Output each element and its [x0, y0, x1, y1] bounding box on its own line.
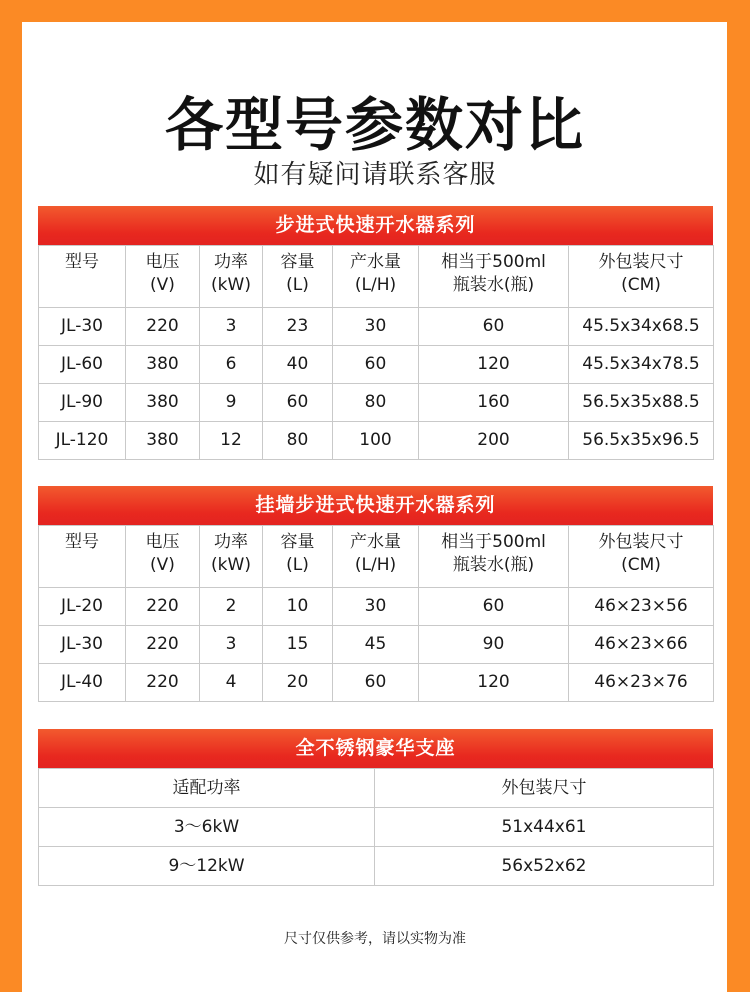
table-row	[39, 422, 714, 460]
table-cell	[200, 422, 263, 460]
cell-text: 46×23×66	[594, 634, 688, 654]
cell-text: 功率	[214, 532, 248, 552]
table-cell	[263, 384, 333, 422]
table-cell	[569, 526, 714, 588]
cell-text: 45.5x34x68.5	[582, 316, 700, 336]
cell-text: 40	[286, 354, 309, 374]
cell-text: 瓶装水(瓶)	[452, 555, 535, 575]
table-cell	[200, 308, 263, 346]
page-title: 各型号参数对比	[164, 91, 585, 159]
cell-text: 容量	[280, 252, 315, 272]
cell-text: 380	[146, 430, 179, 450]
footnote: 尺寸仅供参考，请以实物为准	[284, 931, 466, 947]
cell-text: 9～12kW	[168, 855, 245, 876]
cell-text: 3～6kW	[173, 816, 240, 837]
cell-text: 3	[225, 316, 237, 336]
cell-text: 容量	[280, 532, 315, 552]
table-cell	[569, 346, 714, 384]
table-cell	[419, 422, 569, 460]
cell-text: 56.5x35x96.5	[582, 430, 700, 450]
table-cell	[333, 422, 419, 460]
table-cell	[39, 422, 126, 460]
stand-table	[38, 768, 714, 886]
table-cell	[375, 808, 714, 847]
cell-text: (L)	[286, 275, 309, 295]
table-cell	[200, 526, 263, 588]
cell-text: 产水量	[350, 252, 401, 272]
table-cell	[39, 384, 126, 422]
table-cell	[569, 308, 714, 346]
cell-text: 46×23×56	[594, 596, 688, 616]
cell-text: 瓶装水(瓶)	[452, 275, 535, 295]
spec-table	[38, 245, 714, 460]
cell-text: JL-30	[61, 634, 103, 654]
cell-text: 外包装尺寸	[598, 532, 684, 552]
cell-text: 23	[286, 316, 309, 336]
table-cell	[200, 588, 263, 626]
table-cell	[126, 384, 200, 422]
table-cell	[263, 246, 333, 308]
cell-text: 45	[364, 634, 387, 654]
table-cell	[419, 626, 569, 664]
cell-text: 60	[364, 354, 387, 374]
table-cell	[375, 847, 714, 886]
table-cell	[39, 526, 126, 588]
table-cell	[126, 626, 200, 664]
cell-text: 220	[146, 596, 179, 616]
cell-text: 200	[477, 430, 510, 450]
cell-text: (V)	[150, 275, 175, 295]
cell-text: 56x52x62	[501, 855, 587, 876]
table-cell	[200, 664, 263, 702]
cell-text: 功率	[214, 252, 248, 272]
table-cell	[39, 626, 126, 664]
table-cell	[200, 384, 263, 422]
cell-text: 60	[286, 392, 309, 412]
cell-text: 51x44x61	[501, 816, 587, 837]
table-cell	[333, 384, 419, 422]
section-header: 全不锈钢豪华支座	[38, 729, 713, 768]
cell-text: 90	[482, 634, 505, 654]
cell-text: 60	[364, 672, 387, 692]
cell-text: 外包装尺寸	[598, 252, 684, 272]
cell-text: (L/H)	[354, 555, 397, 575]
cell-text: 60	[482, 596, 505, 616]
table-cell	[263, 664, 333, 702]
table-cell	[419, 246, 569, 308]
table-cell	[39, 769, 375, 808]
cell-text: 45.5x34x78.5	[582, 354, 700, 374]
table-cell	[263, 588, 333, 626]
table-cell	[419, 588, 569, 626]
table-cell	[39, 664, 126, 702]
section-stand	[38, 729, 713, 886]
table-cell	[333, 246, 419, 308]
table-cell	[126, 346, 200, 384]
cell-text: 15	[286, 634, 309, 654]
cell-text: 产水量	[350, 532, 401, 552]
table-cell	[375, 769, 714, 808]
table-cell	[333, 346, 419, 384]
cell-text: JL-40	[61, 672, 103, 692]
table-cell	[333, 588, 419, 626]
table-cell	[569, 626, 714, 664]
cell-text: (V)	[150, 555, 175, 575]
cell-text: JL-90	[61, 392, 103, 412]
cell-text: 3	[225, 634, 237, 654]
table-cell	[39, 847, 375, 886]
table-row	[39, 384, 714, 422]
cell-text: 380	[146, 392, 179, 412]
cell-text: JL-30	[61, 316, 103, 336]
table-cell	[263, 526, 333, 588]
table-cell	[419, 384, 569, 422]
cell-text: 220	[146, 672, 179, 692]
cell-text: (L)	[286, 555, 309, 575]
table-cell	[263, 422, 333, 460]
table-cell	[419, 308, 569, 346]
table-row	[39, 588, 714, 626]
table-header-row	[39, 526, 714, 588]
table-cell	[126, 308, 200, 346]
cell-text: 外包装尺寸	[501, 777, 587, 798]
table-cell	[333, 626, 419, 664]
table-cell	[263, 346, 333, 384]
section-header: 挂墙步进式快速开水器系列	[38, 486, 713, 525]
section-heater-series	[38, 206, 713, 460]
cell-text: 型号	[65, 252, 99, 272]
table-header-row	[39, 769, 714, 808]
cell-text: 220	[146, 634, 179, 654]
table-row	[39, 664, 714, 702]
table-cell	[569, 664, 714, 702]
cell-text: 6	[225, 354, 237, 374]
cell-text: (kW)	[211, 555, 251, 575]
cell-text: 型号	[65, 532, 99, 552]
table-cell	[263, 308, 333, 346]
table-cell	[200, 346, 263, 384]
cell-text: 46×23×76	[594, 672, 688, 692]
table-cell	[263, 626, 333, 664]
cell-text: 相当于500ml	[441, 252, 546, 272]
cell-text: (CM)	[621, 275, 661, 295]
cell-text: (CM)	[621, 555, 661, 575]
table-row	[39, 308, 714, 346]
table-cell	[419, 346, 569, 384]
section-header: 步进式快速开水器系列	[38, 206, 713, 245]
table-cell	[126, 588, 200, 626]
cell-text: 4	[225, 672, 237, 692]
cell-text: 电压	[145, 252, 180, 272]
table-cell	[39, 308, 126, 346]
cell-text: (L/H)	[354, 275, 397, 295]
cell-text: 80	[286, 430, 309, 450]
table-cell	[569, 246, 714, 308]
cell-text: 380	[146, 354, 179, 374]
table-row	[39, 808, 714, 847]
cell-text: JL-60	[61, 354, 103, 374]
cell-text: 120	[477, 354, 510, 374]
cell-text: 9	[225, 392, 237, 412]
table-row	[39, 847, 714, 886]
table-cell	[333, 308, 419, 346]
table-cell	[419, 526, 569, 588]
cell-text: 30	[364, 316, 387, 336]
table-cell	[419, 664, 569, 702]
table-cell	[126, 246, 200, 308]
cell-text: 160	[477, 392, 510, 412]
table-cell	[569, 588, 714, 626]
cell-text: 30	[364, 596, 387, 616]
cell-text: 100	[359, 430, 392, 450]
table-cell	[39, 588, 126, 626]
cell-text: 电压	[145, 532, 180, 552]
cell-text: 80	[364, 392, 387, 412]
table-header-row	[39, 246, 714, 308]
table-cell	[126, 526, 200, 588]
cell-text: 120	[477, 672, 510, 692]
table-cell	[39, 346, 126, 384]
cell-text: 12	[220, 430, 242, 450]
spec-table	[38, 525, 714, 702]
cell-text: 10	[286, 596, 309, 616]
table-row	[39, 626, 714, 664]
cell-text: 2	[225, 596, 237, 616]
table-row	[39, 346, 714, 384]
table-cell	[126, 664, 200, 702]
table-cell	[39, 246, 126, 308]
cell-text: 适配功率	[172, 777, 241, 798]
cell-text: 220	[146, 316, 179, 336]
table-cell	[200, 246, 263, 308]
table-cell	[39, 808, 375, 847]
table-cell	[333, 664, 419, 702]
section-wall-heater-series	[38, 486, 713, 702]
cell-text: 20	[286, 672, 309, 692]
table-cell	[200, 626, 263, 664]
cell-text: JL-20	[61, 596, 103, 616]
cell-text: 56.5x35x88.5	[582, 392, 700, 412]
table-cell	[569, 384, 714, 422]
cell-text: JL-120	[55, 430, 109, 450]
table-cell	[569, 422, 714, 460]
table-cell	[333, 526, 419, 588]
cell-text: 相当于500ml	[441, 532, 546, 552]
cell-text: (kW)	[211, 275, 251, 295]
page-subtitle: 如有疑问请联系客服	[253, 160, 497, 190]
cell-text: 60	[482, 316, 505, 336]
table-cell	[126, 422, 200, 460]
